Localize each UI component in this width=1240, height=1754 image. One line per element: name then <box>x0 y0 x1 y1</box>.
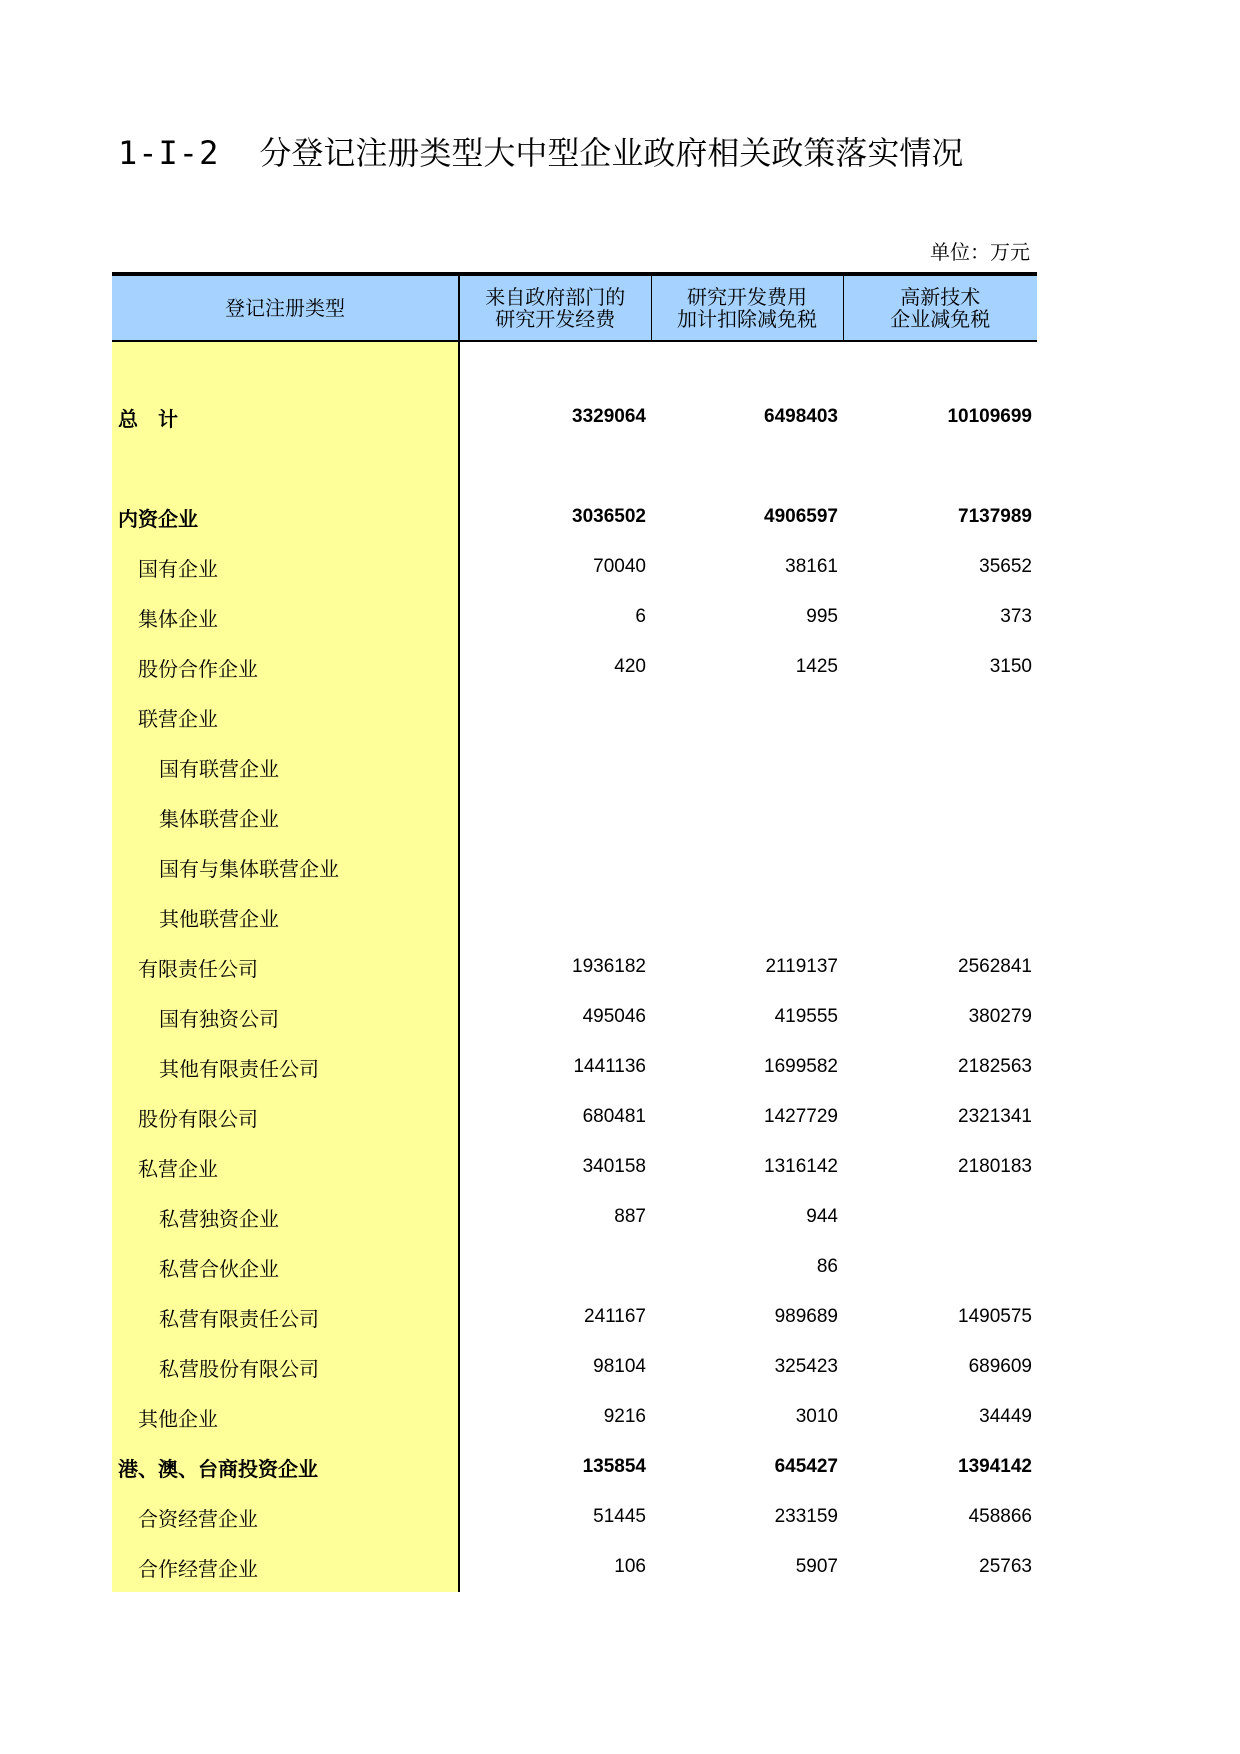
row-label: 其他联营企业 <box>112 892 459 942</box>
table-row <box>112 1192 1037 1242</box>
cell-value-col1: 98104 <box>593 1356 646 1377</box>
row-label: 私营股份有限公司 <box>112 1342 459 1392</box>
table-row <box>112 1142 1037 1192</box>
cell-value-col1: 3329064 <box>572 406 646 427</box>
row-label: 集体联营企业 <box>112 792 459 842</box>
row-label: 私营企业 <box>112 1142 459 1192</box>
cell-value-col3: 2562841 <box>958 956 1032 977</box>
table-row <box>112 642 1037 692</box>
row-label: 私营有限责任公司 <box>112 1292 459 1342</box>
row-label: 有限责任公司 <box>112 942 459 992</box>
column-header-gov-rd-funds: 来自政府部门的 研究开发经费 <box>459 274 651 341</box>
row-label: 国有独资公司 <box>112 992 459 1042</box>
cell-value-col1: 1441136 <box>573 1056 646 1077</box>
cell-value-col2 <box>651 742 843 792</box>
cell-value-col2: 233159 <box>774 1506 838 1527</box>
cell-value-col3 <box>843 842 1037 892</box>
table-row <box>112 1292 1037 1342</box>
cell-value-col2 <box>651 842 843 892</box>
cell-value-col3 <box>843 1242 1037 1292</box>
cell-value-col3: 689609 <box>968 1356 1032 1377</box>
table-row <box>112 792 1037 842</box>
cell-value-col3: 458866 <box>968 1506 1032 1527</box>
cell-value-col1: 241167 <box>584 1306 646 1327</box>
cell-value-col2: 38161 <box>785 556 838 577</box>
cell-value-col3: 2321341 <box>958 1106 1032 1127</box>
cell-value-col1: 6 <box>635 606 646 627</box>
cell-value-col3: 10109699 <box>947 406 1032 427</box>
column-header-hightech-tax: 高新技术 企业减免税 <box>843 274 1037 341</box>
cell-value-col3: 3150 <box>989 656 1032 677</box>
cell-value-col1 <box>459 892 651 942</box>
table-row <box>112 992 1037 1042</box>
cell-value-col3: 34449 <box>979 1406 1032 1427</box>
row-label: 合作经营企业 <box>112 1542 459 1592</box>
row-label: 其他有限责任公司 <box>112 1042 459 1092</box>
cell-value-col2: 944 <box>806 1206 838 1227</box>
table-code: 1-I-2 <box>118 134 220 172</box>
cell-value-col1 <box>459 742 651 792</box>
row-label: 其他企业 <box>112 1392 459 1442</box>
cell-value-col1: 3036502 <box>572 506 646 527</box>
row-label: 国有联营企业 <box>112 742 459 792</box>
table-row <box>112 1542 1037 1592</box>
cell-value-col3 <box>843 1192 1037 1242</box>
cell-value-col2: 1425 <box>795 656 838 677</box>
cell-value-col3: 1490575 <box>958 1306 1032 1327</box>
table-row <box>112 1342 1037 1392</box>
cell-value-col1: 887 <box>614 1206 646 1227</box>
row-label: 内资企业 <box>112 492 459 542</box>
cell-value-col3: 373 <box>1000 606 1032 627</box>
cell-value-col2: 3010 <box>795 1406 838 1427</box>
table-row <box>112 542 1037 592</box>
row-label: 国有企业 <box>112 542 459 592</box>
table-row <box>112 892 1037 942</box>
column-header-registration-type: 登记注册类型 <box>112 274 459 341</box>
table-header-row <box>112 274 1037 341</box>
cell-value-col1: 135854 <box>582 1456 646 1477</box>
unit-label: 单位：万元 <box>930 240 1030 264</box>
cell-value-col1: 1936182 <box>572 956 646 977</box>
cell-value-col2 <box>651 892 843 942</box>
table-row <box>112 1442 1037 1492</box>
cell-value-col3 <box>843 892 1037 942</box>
cell-value-col1 <box>459 1242 651 1292</box>
table-row <box>112 1392 1037 1442</box>
cell-value-col1: 340158 <box>582 1156 646 1177</box>
table-row <box>112 842 1037 892</box>
cell-value-col3: 7137989 <box>958 506 1032 527</box>
table-row <box>112 392 1037 442</box>
row-label: 国有与集体联营企业 <box>112 842 459 892</box>
cell-value-col1: 51445 <box>593 1506 646 1527</box>
cell-value-col1 <box>459 692 651 742</box>
cell-value-col1 <box>459 792 651 842</box>
cell-value-col1: 70040 <box>593 556 646 577</box>
cell-value-col3: 2182563 <box>958 1056 1032 1077</box>
cell-value-col2 <box>651 692 843 742</box>
cell-value-col3 <box>843 792 1037 842</box>
page-title <box>118 128 963 174</box>
row-label: 港、澳、台商投资企业 <box>112 1442 459 1492</box>
cell-value-col2: 1427729 <box>764 1106 838 1127</box>
cell-value-col2: 86 <box>816 1256 838 1277</box>
table-row <box>112 1242 1037 1292</box>
column-header-rd-deduction: 研究开发费用 加计扣除减免税 <box>651 274 843 341</box>
cell-value-col2: 4906597 <box>764 506 838 527</box>
table-row <box>112 592 1037 642</box>
cell-value-col3: 2180183 <box>958 1156 1032 1177</box>
cell-value-col2: 989689 <box>774 1306 838 1327</box>
cell-value-col1: 106 <box>614 1556 646 1577</box>
row-label: 股份合作企业 <box>112 642 459 692</box>
cell-value-col2: 2119137 <box>765 956 838 977</box>
table-row <box>112 942 1037 992</box>
row-label: 私营独资企业 <box>112 1192 459 1242</box>
cell-value-col2: 5907 <box>795 1556 838 1577</box>
row-label: 集体企业 <box>112 592 459 642</box>
row-label: 联营企业 <box>112 692 459 742</box>
table-row <box>112 492 1037 542</box>
cell-value-col1: 9216 <box>603 1406 646 1427</box>
table-row <box>112 1092 1037 1142</box>
cell-value-col2: 995 <box>806 606 838 627</box>
cell-value-col3: 25763 <box>979 1556 1032 1577</box>
cell-value-col1: 680481 <box>582 1106 646 1127</box>
cell-value-col2: 645427 <box>774 1456 838 1477</box>
cell-value-col2: 325423 <box>774 1356 838 1377</box>
table-row <box>112 692 1037 742</box>
table-row <box>112 1042 1037 1092</box>
cell-value-col2: 1316142 <box>764 1156 838 1177</box>
cell-value-col2 <box>651 792 843 842</box>
cell-value-col3: 35652 <box>979 556 1032 577</box>
cell-value-col3 <box>843 742 1037 792</box>
table-row <box>112 742 1037 792</box>
row-label: 合资经营企业 <box>112 1492 459 1542</box>
row-label: 股份有限公司 <box>112 1092 459 1142</box>
table-row <box>112 1492 1037 1542</box>
row-label: 总 计 <box>112 392 459 442</box>
cell-value-col3: 1394142 <box>958 1456 1032 1477</box>
cell-value-col3: 380279 <box>968 1006 1032 1027</box>
cell-value-col2: 1699582 <box>764 1056 838 1077</box>
cell-value-col2: 6498403 <box>764 406 838 427</box>
row-label: 私营合伙企业 <box>112 1242 459 1292</box>
cell-value-col1: 420 <box>614 656 646 677</box>
table-title: 分登记注册类型大中型企业政府相关政策落实情况 <box>259 134 964 172</box>
statistics-table <box>112 272 1037 1592</box>
cell-value-col3 <box>843 692 1037 742</box>
cell-value-col1 <box>459 842 651 892</box>
spacer-row <box>112 442 1037 492</box>
cell-value-col1: 495046 <box>582 1006 646 1027</box>
cell-value-col2: 419555 <box>774 1006 838 1027</box>
spacer-row <box>112 341 1037 392</box>
